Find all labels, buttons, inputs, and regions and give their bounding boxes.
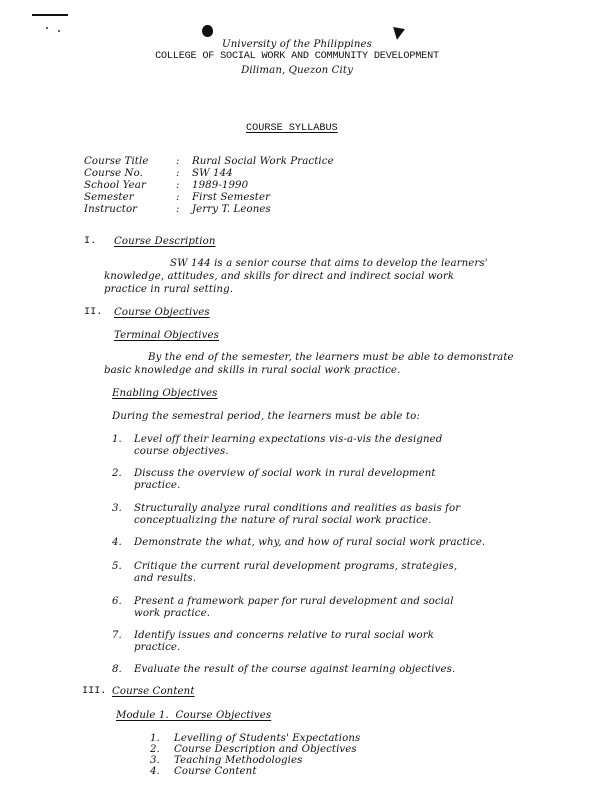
college-name: COLLEGE OF SOCIAL WORK AND COMMUNITY DEVELOPMENT — [155, 51, 439, 62]
list-item-text: Teaching Methodologies — [174, 755, 303, 766]
info-value: Jerry T. Leones — [192, 204, 271, 215]
info-label: Course No. — [84, 168, 143, 179]
list-item-line: Level off their learning expectations vis-a-vis the designed — [134, 434, 443, 445]
info-label: School Year — [84, 180, 146, 191]
info-sep: : — [176, 180, 180, 191]
info-label: Instructor — [84, 204, 138, 215]
list-item-line: practice. — [134, 480, 181, 491]
section-numeral: III. — [82, 686, 107, 697]
section-numeral: II. — [84, 307, 103, 318]
section-heading: Course Objectives — [114, 307, 210, 318]
subsection-heading: Terminal Objectives — [114, 330, 219, 341]
list-number: 5. — [112, 561, 122, 572]
info-sep: : — [176, 156, 180, 167]
info-value: Rural Social Work Practice — [192, 156, 334, 167]
document-title: COURSE SYLLABUS — [246, 123, 338, 134]
list-number: 6. — [112, 596, 122, 607]
section-heading: Course Content — [112, 686, 195, 697]
ink-blot-left — [201, 24, 215, 38]
list-number: 3. — [150, 755, 160, 766]
list-item-line: and results. — [134, 573, 197, 584]
list-item-line: work practice. — [134, 608, 211, 619]
info-sep: : — [176, 168, 180, 179]
list-item-line: Discuss the overview of social work in rural development — [134, 468, 436, 479]
list-item-line: Demonstrate the what, why, and how of rural social work practice. — [134, 537, 486, 548]
list-item-text: Course Content — [174, 766, 257, 777]
paragraph-line: During the semestral period, the learners must be able to: — [112, 411, 420, 422]
list-number: 8. — [112, 664, 122, 675]
info-value: SW 144 — [192, 168, 233, 179]
list-item-line: Structurally analyze rural conditions and realities as basis for — [134, 503, 461, 514]
scan-speck — [58, 30, 60, 32]
paragraph-line: basic knowledge and skills in rural social work practice. — [104, 365, 401, 376]
info-value: First Semester — [192, 192, 271, 203]
paragraph-line: By the end of the semester, the learners must be able to demonstrate — [148, 352, 514, 363]
paragraph-line: knowledge, attitudes, and skills for direct and indirect social work — [104, 271, 455, 282]
module-heading: Module 1. Course Objectives — [116, 710, 272, 721]
list-item-line: Evaluate the result of the course against learning objectives. — [134, 664, 456, 675]
list-item-line: Present a framework paper for rural development and social — [134, 596, 454, 607]
scan-speck — [46, 27, 48, 29]
list-item-line: Identify issues and concerns relative to rural social work — [134, 630, 434, 641]
university-name: University of the Philippines — [222, 39, 372, 50]
section-numeral: I. — [84, 236, 97, 247]
list-number: 1. — [112, 434, 122, 445]
list-number: 2. — [112, 468, 122, 479]
subsection-heading: Enabling Objectives — [112, 388, 218, 399]
paragraph-line: practice in rural setting. — [104, 284, 234, 295]
info-label: Course Title — [84, 156, 149, 167]
list-item-line: course objectives. — [134, 446, 229, 457]
list-item-text: Levelling of Students' Expectations — [174, 733, 361, 744]
list-number: 3. — [112, 503, 122, 514]
scan-mark — [32, 14, 68, 16]
info-value: 1989-1990 — [192, 180, 249, 191]
list-item-line: Critique the current rural development programs, strategies, — [134, 561, 458, 572]
section-heading: Course Description — [114, 236, 216, 247]
list-number: 4. — [150, 766, 160, 777]
paragraph-line: SW 144 is a senior course that aims to develop the learners' — [170, 258, 488, 269]
location: Diliman, Quezon City — [241, 65, 353, 76]
list-number: 4. — [112, 537, 122, 548]
list-item-line: conceptualizing the nature of rural social work practice. — [134, 515, 432, 526]
list-item-line: practice. — [134, 642, 181, 653]
list-number: 2. — [150, 744, 160, 755]
list-item-text: Course Description and Objectives — [174, 744, 357, 755]
info-sep: : — [176, 192, 180, 203]
list-number: 1. — [150, 733, 160, 744]
info-label: Semester — [84, 192, 134, 203]
list-number: 7. — [112, 630, 122, 641]
info-sep: : — [176, 204, 180, 215]
